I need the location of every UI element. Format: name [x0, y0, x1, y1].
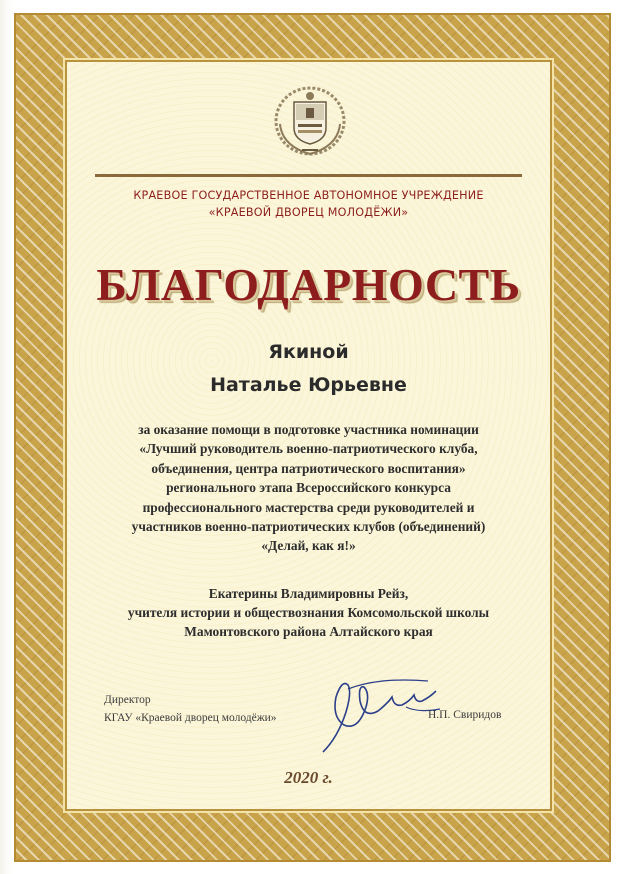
- recipient-surname: Якиной: [268, 341, 349, 363]
- body-line: участников военно-патриотических клубов (объединений): [131, 519, 486, 535]
- participant-line: Мамонтовского района Алтайского края: [184, 624, 433, 640]
- organization-name: «КРАЕВОЙ ДВОРЕЦ МОЛОДЁЖИ»: [208, 206, 409, 219]
- participant-line: учителя истории и обществознания Комсомольской школы: [127, 605, 490, 621]
- participant-line: Екатерины Владимировны Рейз,: [208, 586, 409, 601]
- organization-type: КРАЕВОЕ ГОСУДАРСТВЕННОЕ АВТОНОМНОЕ УЧРЕЖДЕНИЕ: [133, 189, 484, 202]
- header-divider: [95, 174, 522, 177]
- participant-text: [67, 584, 550, 642]
- body-line: «Лучший руководитель военно-патриотического клуба,: [139, 441, 478, 457]
- body-line: регионального этапа Всероссийского конкурса: [166, 480, 451, 496]
- body-line: объединения, центра патриотического воспитания»: [151, 460, 466, 476]
- body-line: за оказание помощи в подготовке участника номинации: [138, 422, 479, 437]
- issue-year: 2020 г.: [284, 768, 333, 787]
- signatory-title: Директор: [104, 694, 151, 706]
- coat-of-arms-icon: [272, 84, 348, 158]
- gratitude-text: [67, 420, 550, 556]
- body-line: профессионального мастерства среди руководителей и: [142, 499, 475, 515]
- signatory-role: [104, 691, 277, 727]
- certificate-title: БЛАГОДАРНОСТЬ: [96, 259, 521, 310]
- signatory-name: Н.П. Свиридов: [428, 709, 502, 721]
- body-line: «Делай, как я!»: [261, 538, 356, 554]
- recipient-given-names: Наталье Юрьевне: [210, 374, 407, 396]
- signatory-organization: КГАУ «Краевой дворец молодёжи»: [104, 712, 277, 724]
